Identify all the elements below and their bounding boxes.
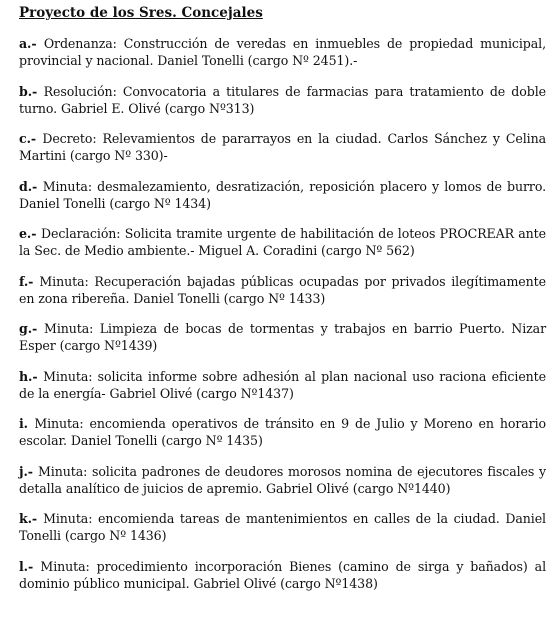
item-text: Decreto: Relevamientos de pararrayos en la ciudad. Carlos Sánchez y Celina Martini (cargo Nº 330)- (19, 131, 546, 163)
item-separator: - (32, 83, 44, 99)
list-item (19, 273, 546, 307)
item-letter: i. (19, 416, 28, 431)
item-text: Ordenanza: Construcción de veredas en inmuebles de propiedad municipal, provincial y nacional. Daniel Tonelli (cargo Nº 2451).- (19, 36, 546, 68)
item-separator: - (30, 131, 43, 146)
document-title: Proyecto de los Sres. Concejales (19, 5, 263, 21)
item-text: Minuta: solicita padrones de deudores morosos nomina de ejecutores fiscales y detalla analítico de juicios de apremio. Gabriel Olivé (cargo Nº1440) (19, 463, 546, 496)
item-text: Minuta: Limpieza de bocas de tormentas y trabajos en barrio Puerto. Nizar Esper (cargo Nº1439) (19, 321, 547, 353)
list-item (19, 415, 546, 449)
list-item (19, 225, 546, 259)
item-separator: - (32, 321, 45, 336)
item-separator: - (31, 36, 44, 51)
item-separator: - (32, 368, 44, 384)
item-separator: - (27, 558, 41, 574)
item-letter: f. (19, 273, 29, 289)
item-separator: - (28, 273, 40, 289)
item-letter: c. (19, 131, 31, 146)
items-list (19, 35, 546, 592)
item-separator: - (31, 511, 44, 526)
item-text: Declaración: Solicita tramite urgente de habilitación de loteos PROCREAR ante la Sec. de Medio ambiente.- Miguel A. Coradini (cargo Nº 562) (19, 226, 546, 258)
list-item (19, 35, 546, 69)
item-text: Minuta: solicita informe sobre adhesión al plan nacional uso raciona eficiente de la energía- Gabriel Olivé (cargo Nº1437) (19, 368, 546, 401)
list-item (19, 130, 546, 164)
list-item (19, 178, 546, 212)
item-letter: d. (19, 178, 32, 194)
item-letter: h. (19, 368, 33, 384)
item-letter: a. (19, 36, 32, 51)
item-text: Minuta: Recuperación bajadas públicas ocupadas por privados ilegítimamente en zona ribereña. Daniel Tonelli (cargo Nº 1433) (19, 273, 546, 306)
list-item (19, 368, 546, 402)
item-text: Minuta: encomienda operativos de tránsito en 9 de Julio y Moreno en horario escolar. Daniel Tonelli (cargo Nº 1435) (19, 416, 546, 448)
item-letter: l. (19, 558, 28, 574)
item-text: Minuta: desmalezamiento, desratización, reposición placero y lomos de burro. Daniel Tonelli (cargo Nº 1434) (19, 178, 546, 211)
list-item (19, 83, 546, 117)
item-letter: k. (19, 511, 32, 526)
list-item (19, 320, 546, 354)
item-letter: g. (19, 321, 32, 336)
item-letter: b. (19, 83, 32, 99)
list-item (19, 463, 546, 497)
item-letter: j. (19, 463, 28, 479)
item-letter: e. (19, 226, 32, 241)
item-separator: - (32, 178, 43, 194)
list-item (19, 558, 546, 592)
item-text: Minuta: procedimiento incorporación Bienes (camino de sirga y bañados) al dominio público municipal. Gabriel Olivé (cargo Nº1438) (19, 558, 546, 591)
item-text: Resolución: Convocatoria a titulares de farmacias para tratamiento de doble turno. Gabriel E. Olivé (cargo Nº313) (19, 83, 546, 116)
item-text: Minuta: encomienda tareas de mantenimientos en calles de la ciudad. Daniel Tonelli (cargo Nº 1436) (19, 511, 546, 543)
item-separator: - (27, 463, 38, 479)
item-separator: - (31, 226, 41, 241)
list-item (19, 510, 546, 544)
